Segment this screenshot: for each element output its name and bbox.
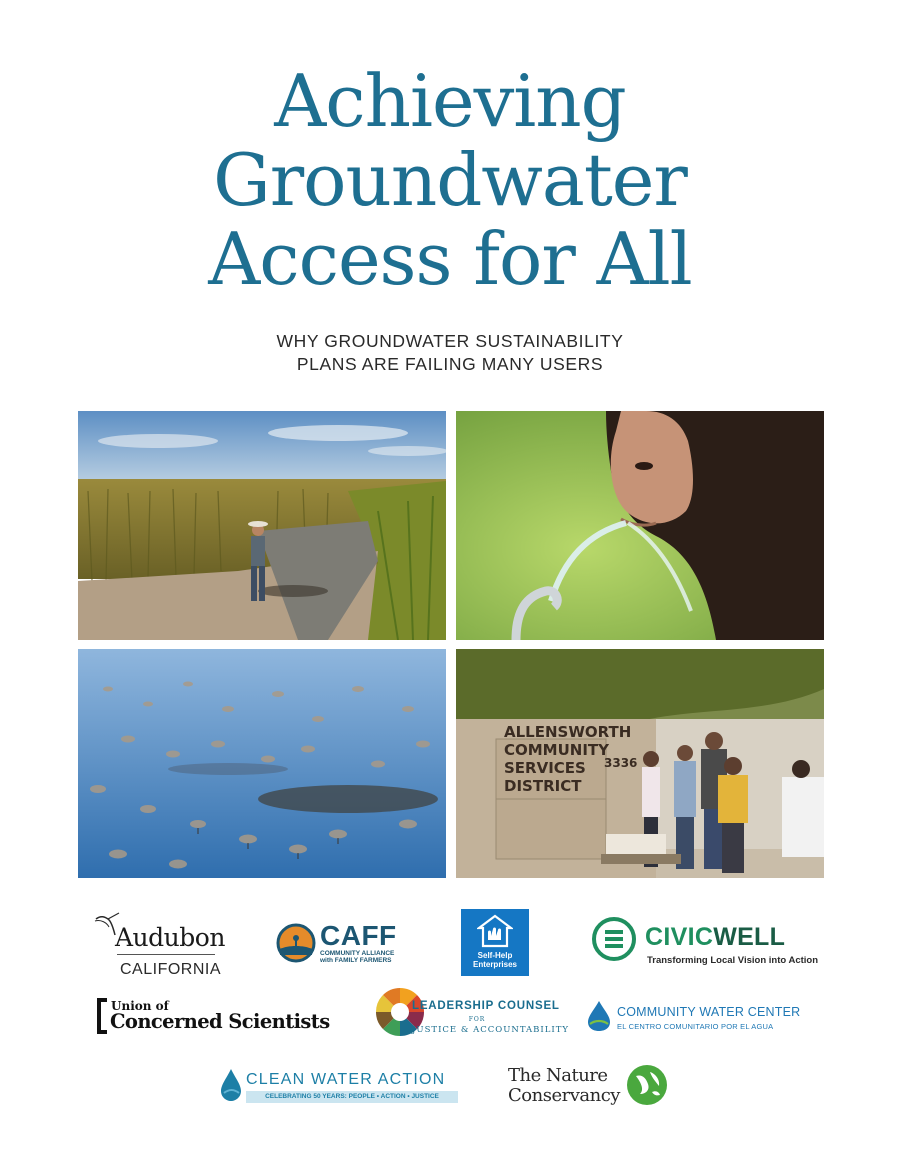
audubon-name: Audubon <box>115 923 225 952</box>
logo-civicwell <box>591 916 819 970</box>
subtitle-line-1: WHY GROUNDWATER SUSTAINABILITY <box>276 331 624 351</box>
photo-girl-drinking <box>456 411 824 640</box>
caff-emblem-icon <box>276 923 316 963</box>
logo-community-water-center <box>586 1000 808 1036</box>
clean-water-tagline: CELEBRATING 50 YEARS: PEOPLE • ACTION • JUSTICE <box>246 1091 458 1103</box>
leaf-globe-icon <box>626 1064 668 1106</box>
self-help-line-2: Enterprises <box>472 960 518 969</box>
leadership-line-2: FOR <box>468 1016 486 1023</box>
sign-line-2: COMMUNITY <box>504 741 610 759</box>
sign-line-4: DISTRICT <box>504 777 582 795</box>
photo-shorebirds-wetland <box>78 649 446 878</box>
civicwell-name-b: WELL <box>713 923 786 951</box>
water-drop-icon <box>586 1000 612 1032</box>
photo-allensworth-district <box>456 649 824 878</box>
house-hand-icon <box>477 914 513 948</box>
title-line-1: Achieving <box>274 59 626 143</box>
civicwell-name-a: CIVIC <box>645 923 714 951</box>
cwc-line-2: EL CENTRO COMUNITARIO POR EL AGUA <box>617 1022 774 1031</box>
logo-clean-water-action <box>220 1066 462 1106</box>
photo-farmer-cornfield <box>78 411 446 640</box>
logo-self-help-enterprises <box>461 909 529 976</box>
logo-union-of-concerned-scientists <box>97 998 333 1036</box>
caff-name: CAFF <box>320 920 397 951</box>
tnc-line-1: The Nature <box>508 1065 608 1086</box>
logo-audubon-california <box>93 905 225 983</box>
water-drop-icon <box>220 1068 242 1102</box>
ucs-line-1: Union of <box>111 999 169 1013</box>
caff-tagline-2: with FAMILY FARMERS <box>320 957 392 964</box>
logo-caff <box>276 921 406 967</box>
sign-line-3: SERVICES <box>504 759 586 777</box>
subtitle-line-2: PLANS ARE FAILING MANY USERS <box>296 354 604 374</box>
leadership-line-1: LEADERSHIP COUNSEL <box>412 1000 560 1012</box>
ucs-bracket <box>97 998 101 1034</box>
civicwell-emblem-icon <box>591 916 637 962</box>
sign-number: 3336 <box>604 756 638 770</box>
logo-leadership-counsel <box>374 984 570 1044</box>
title-line-2: Groundwater <box>213 138 687 222</box>
civicwell-name <box>645 923 785 952</box>
ucs-line-2: Concerned Scientists <box>110 1010 330 1033</box>
cwc-line-1: COMMUNITY WATER CENTER <box>617 1005 801 1019</box>
clean-water-name: CLEAN WATER ACTION <box>246 1071 446 1088</box>
civicwell-tagline: Transforming Local Vision into Action <box>647 955 819 966</box>
title-line-3: Access for All <box>208 217 692 301</box>
ucs-bracket-head <box>97 998 107 1002</box>
tnc-line-2: Conservancy <box>508 1085 620 1106</box>
sign-line-1: ALLENSWORTH <box>504 723 632 741</box>
audubon-region: CALIFORNIA <box>120 961 222 978</box>
logo-the-nature-conservancy <box>508 1063 670 1109</box>
cover-subtitle <box>0 330 900 376</box>
cover-title <box>0 59 900 301</box>
caff-tagline-1: COMMUNITY ALLIANCE <box>320 950 395 957</box>
self-help-line-1: Self-Help <box>477 951 513 960</box>
ucs-bracket-foot <box>97 1030 107 1034</box>
leadership-line-3: JUSTICE & ACCOUNTABILITY <box>412 1025 570 1035</box>
audubon-divider <box>117 954 215 955</box>
